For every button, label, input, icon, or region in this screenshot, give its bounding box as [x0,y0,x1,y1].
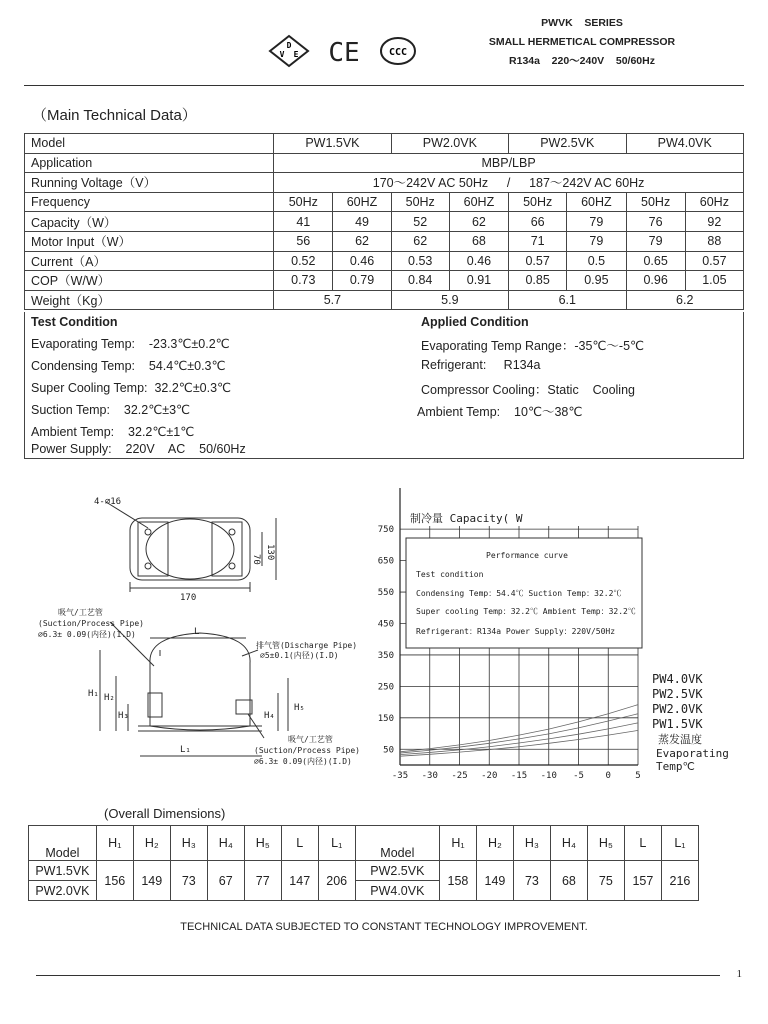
table-cell: 0.91 [449,271,508,291]
chart-legend-box [406,538,642,648]
applied-condition-line: Evaporating Temp Range：-35℃～-5℃ [421,339,645,353]
row-label: Capacity（W） [25,212,274,232]
table-cell: 79 [626,231,685,251]
dimensions-header: H₁ [96,826,133,861]
weight-row [25,290,744,310]
x-tick-label: 5 [635,771,641,781]
test-condition-line: Evaporating Temp: -23.3℃±0.2℃ [31,337,230,351]
legend-line: Super cooling Temp：32.2℃ Ambient Temp：32.2℃ [416,607,636,616]
table-cell: 0.52 [274,251,333,271]
x-tick-label: -35 [391,771,409,781]
dimensions-model: PW2.0VK [29,881,97,901]
frequency-cell: 60HZ [449,192,508,212]
table-cell: 41 [274,212,333,232]
dimensions-model: PW2.5VK [355,861,439,881]
dim-H1: H₁ [88,689,99,699]
suction-pipe-label-en: (Suction/Process Pipe) [38,619,144,628]
suction-pipe2-dim: ∅6.3± 0.09(内径)(I.D) [254,757,352,766]
conditions-box [24,312,744,459]
dimensions-value: 158 [439,861,476,901]
vde-logo-v: V [279,50,285,59]
table-cell: 76 [626,212,685,232]
model-name: PW4.0VK [626,134,744,154]
y-tick-label: 750 [377,525,394,536]
dim-H4: H₄ [264,711,275,721]
applied-condition-line: Compressor Cooling：Static Cooling [421,383,635,397]
table-cell: 92 [685,212,743,232]
y-tick-label: 150 [377,713,394,724]
table-cell: 62 [333,231,391,251]
dimensions-model: PW1.5VK [29,861,97,881]
dimensions-header: H₁ [439,826,476,861]
mount-hole [145,563,151,569]
dimensions-value: 73 [513,861,550,901]
test-condition-title: Test Condition [31,315,118,329]
dimensions-header: H₃ [513,826,550,861]
series-label: PW2.5VK [652,687,703,701]
vde-logo-d: D [286,41,292,50]
dimensions-title: (Overall Dimensions) [104,806,226,821]
table-cell: 0.73 [274,271,333,291]
dimensions-header: L₁ [661,826,698,861]
dimensions-value: 147 [281,861,318,901]
x-tick-label: -15 [510,771,528,781]
dimensions-value: 149 [133,861,170,901]
y-tick-label: 350 [377,650,394,661]
test-condition-line: Suction Temp: 32.2℃±3℃ [31,403,191,417]
header-rule [24,85,744,86]
frequency-cell: 50Hz [626,192,685,212]
top-view-shell [146,519,234,579]
applied-condition-line: Refrigerant: R134a [421,358,541,372]
dimensions-value: 206 [318,861,355,901]
table-cell: 0.85 [509,271,567,291]
table-cell: 79 [567,231,626,251]
legend-line: Refrigerant：R134a Power Supply：220V/50Hz [416,627,616,636]
discharge-pipe-label: 排气管(Discharge Pipe) [256,641,358,650]
top-view-right-foot [212,522,242,576]
test-condition-line: Power Supply: 220V AC 50/60Hz [31,442,246,456]
model-label: Model [25,134,274,154]
table-cell: 0.5 [567,251,626,271]
frequency-cell: 60HZ [333,192,391,212]
performance-chart [360,486,760,786]
ce-mark: CE [328,38,360,68]
spec-table [24,133,744,310]
series-label: PW1.5VK [652,717,703,731]
weight-cell: 5.9 [391,290,508,310]
ccc-mark [381,38,415,64]
frequency-cell: 50Hz [391,192,449,212]
dimensions-header: H₅ [587,826,624,861]
model-name: PW1.5VK [274,134,391,154]
table-cell: 0.79 [333,271,391,291]
side-view-shell [150,633,250,730]
table-cell: 66 [509,212,567,232]
footer-rule [36,975,720,976]
table-cell: 71 [509,231,567,251]
dimensions-value: 149 [476,861,513,901]
table-cell: 0.57 [509,251,567,271]
dimensions-value: 157 [624,861,661,901]
table-cell: 0.84 [391,271,449,291]
chart-y-axis-title: 制冷量 Capacity( W [410,512,523,525]
dim-4x16: 4-∅16 [94,497,122,507]
model-name: PW2.5VK [509,134,626,154]
x-tick-label: -10 [540,771,557,781]
table-cell: 62 [391,231,449,251]
chart-x-axis-title-unit: Temp℃ [656,760,695,773]
series-label: PW2.0VK [652,702,703,716]
table-cell: 49 [333,212,391,232]
dim-H2: H₂ [104,693,115,703]
legend-title: Performance curve [486,551,568,560]
dimensions-model-header: Model [29,826,97,861]
capacity-row [25,212,744,232]
application-row [25,153,744,173]
spec-line: R134a 220～240V 50/60Hz [509,55,655,67]
dimensions-header: H₄ [207,826,244,861]
dimensions-header: L₁ [318,826,355,861]
test-condition-line: Condensing Temp: 54.4℃±0.3℃ [31,359,226,373]
dimensions-header-row [29,826,699,861]
vde-logo-e: E [293,50,299,59]
section-title: （Main Technical Data） [32,107,197,124]
dimensions-header: H₂ [133,826,170,861]
application-value: MBP/LBP [274,153,744,173]
dim-130: 130 [265,544,275,561]
chart-x-axis-title-cn: 蒸发温度 [658,733,702,746]
suction-pipe-dim: ∅6.3± 0.09(内径)(I.D) [38,630,136,639]
table-cell: 0.57 [685,251,743,271]
mount-hole [229,563,235,569]
x-tick-label: -5 [573,771,584,781]
frequency-cell: 50Hz [274,192,333,212]
series-label: PW4.0VK [652,672,703,686]
dimensions-row [29,861,699,881]
table-cell: 68 [449,231,508,251]
dim-H3: H₃ [118,711,129,721]
page-number: 1 [736,968,742,980]
table-cell: 0.46 [449,251,508,271]
dimensions-model: PW4.0VK [355,881,439,901]
voltage-60hz: 187～242V AC 60Hz [529,176,645,191]
dimensions-header: L [281,826,318,861]
current-row [25,251,744,271]
dimensions-table [28,825,699,901]
suction-pipe-label-cn: 吸气/工艺管 [58,608,103,617]
table-cell: 88 [685,231,743,251]
series-title: PWVK SERIES [541,17,623,29]
weight-label: Weight（Kg） [25,290,274,310]
mount-hole [229,529,235,535]
dimensions-header: H₂ [476,826,513,861]
compressor-drawing [30,488,370,778]
dimensions-value: 67 [207,861,244,901]
voltage-value [274,173,744,193]
model-name: PW2.0VK [391,134,508,154]
x-tick-label: 0 [605,771,611,781]
discharge-pipe-dim: ∅5±0.1(内径)(I.D) [260,651,339,660]
weight-cell: 6.1 [509,290,626,310]
y-tick-label: 550 [377,588,394,599]
row-label: Current（A） [25,251,274,271]
suction-pipe2-label-cn: 吸气/工艺管 [288,735,333,744]
model-row [25,134,744,154]
dimensions-header: L [624,826,661,861]
footer-note: TECHNICAL DATA SUBJECTED TO CONSTANT TECHNOLOGY IMPROVEMENT. [180,921,588,933]
top-view-left-foot [138,522,168,576]
dimensions-header: H₅ [244,826,281,861]
table-cell: 62 [449,212,508,232]
test-condition-line: Super Cooling Temp: 32.2℃±0.3℃ [31,381,232,395]
suction-pipe2-label-en: (Suction/Process Pipe) [254,746,360,755]
dimensions-model-header: Model [355,826,439,861]
top-view-body [130,518,250,580]
dimensions-value: 68 [550,861,587,901]
x-tick-label: -20 [481,771,498,781]
dimensions-value: 156 [96,861,133,901]
table-cell: 0.65 [626,251,685,271]
dim-L1: L₁ [180,745,191,755]
table-cell: 52 [391,212,449,232]
application-label: Application [25,153,274,173]
dimensions-header: H₄ [550,826,587,861]
ccc-mark-text: CCC [388,47,408,58]
voltage-row [25,173,744,193]
y-tick-label: 250 [377,682,394,693]
table-cell: 56 [274,231,333,251]
frequency-label: Frequency [25,192,274,212]
frequency-cell: 60HZ [567,192,626,212]
dim-70: 70 [251,554,261,565]
frequency-cell: 60Hz [685,192,743,212]
table-cell: 79 [567,212,626,232]
dimensions-header: H₃ [170,826,207,861]
dimensions-value: 75 [587,861,624,901]
dimensions-value: 73 [170,861,207,901]
table-cell: 0.95 [567,271,626,291]
y-tick-label: 650 [377,556,394,567]
table-cell: 0.46 [333,251,391,271]
test-condition-line: Ambient Temp: 32.2℃±1℃ [31,425,195,439]
x-tick-label: -25 [451,771,468,781]
legend-line: Condensing Temp：54.4℃ Suction Temp：32.2℃ [416,589,622,598]
y-tick-label: 50 [383,745,394,756]
voltage-50hz: 170～242V AC 50Hz [372,176,489,191]
dim-L: L [194,627,200,637]
row-label: Motor Input（W） [25,231,274,251]
dim-H5: H₅ [294,703,305,713]
dimensions-value: 77 [244,861,281,901]
header-block [472,14,692,71]
certification-logos [268,34,418,68]
dimensions-value: 216 [661,861,698,901]
table-cell: 0.96 [626,271,685,291]
y-tick-label: 450 [377,619,394,630]
weight-cell: 6.2 [626,290,744,310]
weight-cell: 5.7 [274,290,391,310]
applied-condition-line: Ambient Temp: 10℃～38℃ [417,405,583,419]
table-cell: 1.05 [685,271,743,291]
chart-x-axis-title-en: Evaporating [656,747,729,760]
voltage-label: Running Voltage（V） [25,173,274,193]
vde-logo [270,36,308,66]
cop-row [25,271,744,291]
dim-170: 170 [180,593,197,603]
x-tick-label: -30 [421,771,438,781]
frequency-row [25,192,744,212]
motor-input-row [25,231,744,251]
product-title: SMALL HERMETICAL COMPRESSOR [488,36,676,48]
mount-hole [145,529,151,535]
frequency-cell: 50Hz [509,192,567,212]
applied-condition-title: Applied Condition [421,315,529,329]
row-label: COP（W/W） [25,271,274,291]
legend-line: Test condition [416,570,484,579]
table-cell: 0.53 [391,251,449,271]
voltage-separator: / [506,176,511,191]
